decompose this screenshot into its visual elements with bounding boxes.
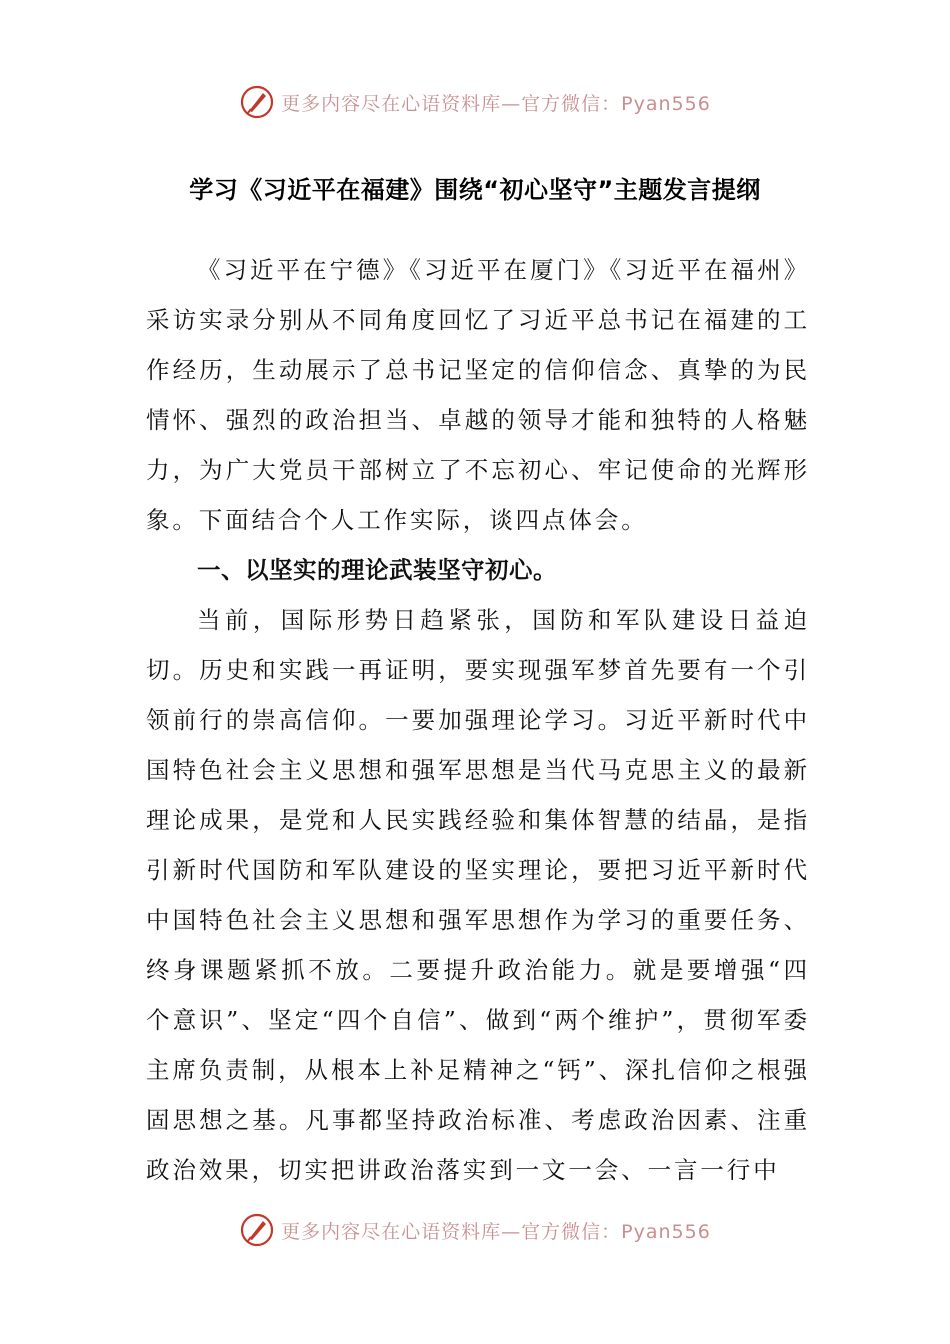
watermark-footer [0, 1210, 950, 1250]
section-heading-1: 一、以坚实的理论武装坚守初心。 [197, 556, 557, 584]
quill-logo-icon [239, 1212, 275, 1248]
watermark-text: 更多内容尽在心语资料库—官方微信：Pyan556 [281, 92, 711, 115]
section-paragraph-1: 当前，国际形势日趋紧张，国防和军队建设日益迫切。历史和实践一再证明，要实现强军梦首先要有一个引领前行的崇高信仰。一要加强理论学习。习近平新时代中国特色社会主义思想和强军思想是当代马克思主义的最新理论成果，是党和人民实践经验和集体智慧的结晶，是指引新时代国防和军队建设的坚实理论，要把习近平新时代中国特色社会主义思想和强军思想作为学习的重要任务、终身课题紧抓不放。二要提升政治能力。就是要增强“四个意识”、坚定“四个自信”、做到“两个维护”，贯彻军委主席负责制，从根本上补足精神之“钙”、深扎信仰之根强固思想之基。凡事都坚持政治标准、考虑政治因素、注重政治效果，切实把讲政治落实到一文一会、一言一行中 [146, 606, 810, 1184]
quill-logo-icon [239, 84, 275, 120]
watermark-text: 更多内容尽在心语资料库—官方微信：Pyan556 [281, 1220, 711, 1243]
watermark-header [0, 82, 950, 122]
document-body [146, 245, 810, 1195]
document-title: 学习《习近平在福建》围绕“初心坚守”主题发言提纲 [189, 176, 761, 204]
intro-paragraph: 《习近平在宁德》《习近平在厦门》《习近平在福州》采访实录分别从不同角度回忆了习近平总书记在福建的工作经历，生动展示了总书记坚定的信仰信念、真挚的为民情怀、强烈的政治担当、卓越的领导才能和独特的人格魅力，为广大党员干部树立了不忘初心、牢记使命的光辉形象。下面结合个人工作实际，谈四点体会。 [146, 256, 810, 534]
